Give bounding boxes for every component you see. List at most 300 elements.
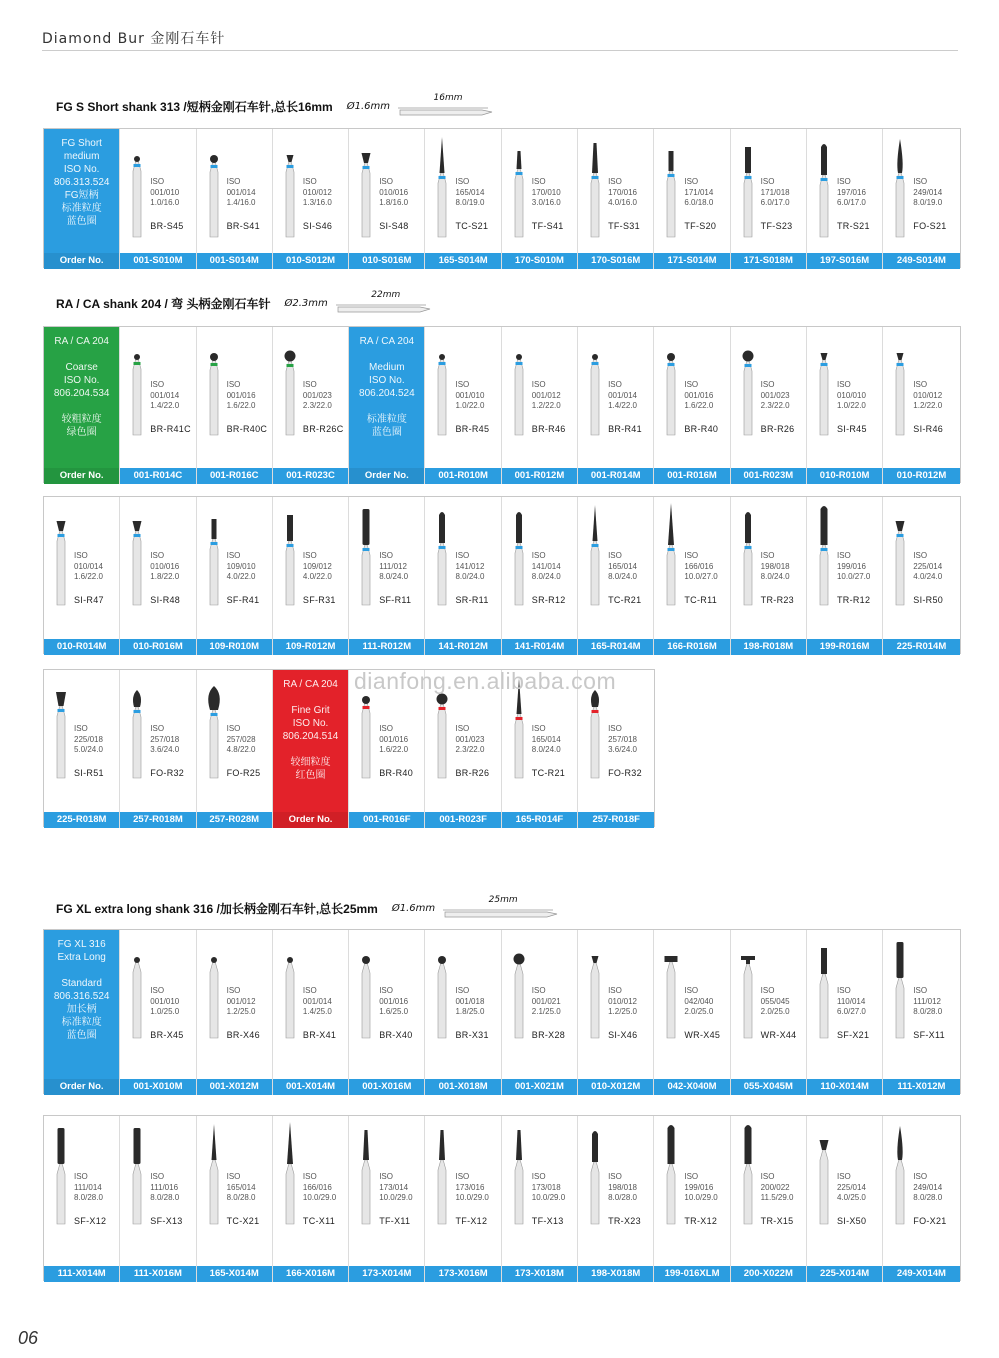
- bur-icon: [504, 934, 534, 1042]
- bur-item: [44, 497, 120, 655]
- grit-label-text: FG XL 316 Extra Long Standard 806.316.524 加长柄 标准粒度 蓝色圈: [53, 939, 110, 1041]
- bur-item: [197, 129, 273, 269]
- shank-length-diagram: [443, 897, 563, 919]
- shank-icon: [443, 909, 563, 919]
- iso-spec: ISO 166/016 10.0/27.0: [684, 551, 718, 581]
- grit-label-cell: [44, 327, 120, 484]
- bur-code: TC-S21: [455, 221, 489, 231]
- section-title: [56, 93, 498, 116]
- bur-code: BR-X40: [379, 1030, 413, 1040]
- bur-icon: [656, 133, 686, 241]
- bur-icon: [809, 934, 839, 1042]
- iso-spec: ISO 170/016 4.0/16.0: [608, 177, 637, 207]
- order-number: 109-R012M: [273, 639, 348, 655]
- order-number: 198-X018M: [578, 1266, 653, 1282]
- bur-code: TR-R23: [760, 595, 794, 605]
- iso-spec: ISO 001/014 1.4/25.0: [302, 986, 332, 1016]
- bur-icon: [199, 501, 229, 609]
- bur-table-row: [43, 1115, 961, 1281]
- bur-code: BR-R46: [531, 424, 566, 434]
- iso-spec: ISO 141/014 8.0/24.0: [531, 551, 561, 581]
- order-number: 199-R016M: [807, 639, 882, 655]
- bur-table-row: [43, 496, 961, 654]
- bur-code: SR-R12: [531, 595, 566, 605]
- bur-icon: [656, 501, 686, 609]
- order-number: 171-S018M: [731, 253, 806, 269]
- order-number: 165-X014M: [197, 1266, 272, 1282]
- bur-item: [273, 129, 349, 269]
- bur-item: [502, 1116, 578, 1282]
- bur-item: [883, 129, 959, 269]
- bur-icon: [275, 331, 305, 439]
- bur-code: WR-X44: [760, 1030, 797, 1040]
- iso-spec: ISO 001/010 1.0/25.0: [150, 986, 180, 1016]
- iso-spec: ISO 010/014 1.6/22.0: [74, 551, 103, 581]
- bur-code: SI-R46: [913, 424, 944, 434]
- iso-spec: ISO 001/016 1.6/25.0: [379, 986, 409, 1016]
- iso-spec: ISO 170/010 3.0/16.0: [531, 177, 561, 207]
- iso-spec: ISO 001/023 2.3/22.0: [760, 380, 790, 410]
- shank-length-diagram: [336, 292, 436, 314]
- iso-spec: ISO 001/023 2.3/22.0: [455, 724, 485, 754]
- order-number: 173-X016M: [425, 1266, 500, 1282]
- bur-icon: [351, 501, 381, 609]
- bur-code: TF-X11: [379, 1216, 411, 1226]
- bur-code: FO-R32: [150, 768, 185, 778]
- bur-code: SF-R41: [226, 595, 260, 605]
- bur-item: [578, 327, 654, 484]
- iso-spec: ISO 225/014 4.0/24.0: [913, 551, 943, 581]
- bur-code: TF-S23: [760, 221, 793, 231]
- bur-icon: [427, 1120, 457, 1228]
- order-number: 001-R023M: [731, 468, 806, 484]
- iso-spec: ISO 109/010 4.0/22.0: [226, 551, 256, 581]
- bur-code: BR-X41: [302, 1030, 337, 1040]
- section-label: FG XL extra long shank 316 /加长柄金刚石车针,总长25mm: [56, 901, 378, 916]
- order-number: 173-X018M: [502, 1266, 577, 1282]
- order-number: 001-R016F: [349, 812, 424, 828]
- grit-label-text: FG Short medium ISO No. 806.313.524 FG短柄 标准粒度 蓝色圈: [53, 138, 110, 227]
- bur-item: [654, 497, 730, 655]
- bur-code: SI-X50: [836, 1216, 867, 1226]
- bur-code: TF-X13: [531, 1216, 564, 1226]
- order-number: 249-S014M: [883, 253, 959, 269]
- order-number: 111-R012M: [349, 639, 424, 655]
- bur-code: SI-R45: [836, 424, 867, 434]
- bur-item: [273, 327, 349, 484]
- bur-icon: [427, 331, 457, 439]
- bur-code: BR-X45: [150, 1030, 184, 1040]
- iso-spec: ISO 111/014 8.0/28.0: [74, 1172, 103, 1202]
- iso-spec: ISO 141/012 8.0/24.0: [455, 551, 485, 581]
- order-number: 010-S012M: [273, 253, 348, 269]
- iso-spec: ISO 171/018 6.0/17.0: [760, 177, 790, 207]
- bur-code: TR-S21: [836, 221, 870, 231]
- iso-spec: ISO 001/021 2.1/25.0: [531, 986, 561, 1016]
- section-label: FG S Short shank 313 /短柄金刚石车针,总长16mm: [56, 99, 333, 114]
- grit-label-cell: [273, 670, 349, 828]
- bur-icon: [656, 934, 686, 1042]
- bur-item: [425, 1116, 501, 1282]
- bur-code: TF-S31: [608, 221, 640, 231]
- bur-icon: [351, 133, 381, 241]
- bur-icon: [427, 133, 457, 241]
- order-number: 109-R010M: [197, 639, 272, 655]
- bur-icon: [46, 501, 76, 609]
- iso-spec: ISO 001/014 1.4/22.0: [150, 380, 180, 410]
- bur-code: SI-R48: [150, 595, 181, 605]
- iso-spec: ISO 111/012 8.0/24.0: [379, 551, 409, 581]
- bur-code: SI-S48: [379, 221, 409, 231]
- shank-length-diagram: [398, 95, 498, 117]
- iso-spec: ISO 042/040 2.0/25.0: [684, 986, 714, 1016]
- iso-spec: ISO 055/045 2.0/25.0: [760, 986, 790, 1016]
- iso-spec: ISO 198/018 8.0/28.0: [608, 1172, 637, 1202]
- iso-spec: ISO 001/012 1.2/22.0: [531, 380, 561, 410]
- order-number: 001-X021M: [502, 1079, 577, 1095]
- bur-icon: [122, 133, 152, 241]
- bur-code: BR-R26C: [302, 424, 344, 434]
- bur-item: [807, 129, 883, 269]
- bur-item: [578, 930, 654, 1095]
- order-number: Order No.: [273, 812, 348, 828]
- bur-code: TC-X11: [302, 1216, 336, 1226]
- order-number: 111-X014M: [44, 1266, 119, 1282]
- iso-spec: ISO 110/014 6.0/27.0: [836, 986, 866, 1016]
- bur-icon: [122, 331, 152, 439]
- bur-code: SF-R31: [302, 595, 336, 605]
- iso-spec: ISO 249/014 8.0/19.0: [913, 177, 943, 207]
- page-header: Diamond Bur 金刚石车针: [42, 31, 226, 47]
- shank-icon: [398, 107, 498, 117]
- bur-item: [731, 129, 807, 269]
- order-number: 165-S014M: [425, 253, 500, 269]
- bur-icon: [504, 1120, 534, 1228]
- bur-item: [425, 129, 501, 269]
- order-number: 001-X018M: [425, 1079, 500, 1095]
- bur-icon: [199, 934, 229, 1042]
- bur-code: TR-X15: [760, 1216, 794, 1226]
- order-number: 001-S014M: [197, 253, 272, 269]
- bur-icon: [580, 133, 610, 241]
- bur-code: FO-X21: [913, 1216, 947, 1226]
- bur-code: BR-S45: [150, 221, 184, 231]
- iso-spec: ISO 165/014 8.0/19.0: [455, 177, 485, 207]
- bur-icon: [733, 934, 763, 1042]
- section-label: RA / CA shank 204 / 弯 头柄金刚石车针: [56, 296, 271, 311]
- order-number: 111-X016M: [120, 1266, 195, 1282]
- bur-icon: [580, 501, 610, 609]
- bur-item: [120, 129, 196, 269]
- iso-spec: ISO 109/012 4.0/22.0: [302, 551, 332, 581]
- bur-item: [578, 497, 654, 655]
- bur-item: [120, 670, 196, 828]
- bur-code: TR-X23: [608, 1216, 641, 1226]
- bur-icon: [885, 331, 915, 439]
- bur-item: [425, 327, 501, 484]
- iso-spec: ISO 165/014 8.0/28.0: [226, 1172, 256, 1202]
- bur-icon: [733, 501, 763, 609]
- order-number: 198-R018M: [731, 639, 806, 655]
- bur-code: BR-X31: [455, 1030, 489, 1040]
- bur-code: FO-R32: [608, 768, 642, 778]
- bur-code: TC-R21: [531, 768, 566, 778]
- bur-code: BR-R41: [608, 424, 642, 434]
- bur-item: [349, 497, 425, 655]
- bur-item: [883, 1116, 959, 1282]
- bur-code: TF-S41: [531, 221, 564, 231]
- bur-item: [731, 1116, 807, 1282]
- bur-icon: [351, 934, 381, 1042]
- order-number: Order No.: [44, 468, 119, 484]
- order-number: 001-R016M: [654, 468, 729, 484]
- bur-icon: [733, 1120, 763, 1228]
- bur-code: SI-X46: [608, 1030, 638, 1040]
- bur-icon: [809, 331, 839, 439]
- bur-code: BR-X46: [226, 1030, 260, 1040]
- bur-icon: [809, 1120, 839, 1228]
- iso-spec: ISO 001/014 1.4/22.0: [608, 380, 637, 410]
- bur-item: [731, 327, 807, 484]
- order-number: 171-S014M: [654, 253, 729, 269]
- iso-spec: ISO 225/014 4.0/25.0: [836, 1172, 866, 1202]
- order-number: 166-X016M: [273, 1266, 348, 1282]
- shank-diameter: Ø1.6mm: [346, 100, 390, 112]
- bur-item: [120, 1116, 196, 1282]
- bur-icon: [275, 133, 305, 241]
- grit-label-cell: [349, 327, 425, 484]
- bur-item: [654, 930, 730, 1095]
- bur-item: [883, 497, 959, 655]
- bur-item: [44, 1116, 120, 1282]
- order-number: 001-X010M: [120, 1079, 195, 1095]
- grit-label-text: RA / CA 204 Fine Grit ISO No. 806.204.514 较细粒度 红色圈: [282, 679, 339, 781]
- grit-label-text: RA / CA 204 Medium ISO No. 806.204.524 标准粒度 蓝色圈: [359, 336, 415, 438]
- order-number: 173-X014M: [349, 1266, 424, 1282]
- bur-code: BR-R40: [379, 768, 413, 778]
- iso-spec: ISO 249/014 8.0/28.0: [913, 1172, 943, 1202]
- order-number: 225-X014M: [807, 1266, 882, 1282]
- iso-spec: ISO 111/012 8.0/28.0: [913, 986, 943, 1016]
- iso-spec: ISO 010/016 1.8/22.0: [150, 551, 180, 581]
- order-number: 141-R014M: [502, 639, 577, 655]
- order-number: 249-X014M: [883, 1266, 959, 1282]
- bur-code: SI-R47: [74, 595, 104, 605]
- bur-code: TR-R12: [836, 595, 871, 605]
- iso-spec: ISO 165/014 8.0/24.0: [531, 724, 561, 754]
- order-number: 001-S010M: [120, 253, 195, 269]
- bur-icon: [122, 501, 152, 609]
- bur-item: [654, 1116, 730, 1282]
- bur-item: [654, 327, 730, 484]
- order-number: 010-S016M: [349, 253, 424, 269]
- bur-table-row: [43, 128, 961, 268]
- bur-item: [502, 129, 578, 269]
- shank-length: 22mm: [371, 290, 401, 300]
- iso-spec: ISO 010/012 1.3/16.0: [302, 177, 332, 207]
- bur-icon: [122, 674, 152, 782]
- bur-item: [425, 930, 501, 1095]
- bur-item: [273, 497, 349, 655]
- bur-item: [197, 497, 273, 655]
- order-number: 001-R016C: [197, 468, 272, 484]
- bur-icon: [46, 674, 76, 782]
- bur-code: BR-R26: [760, 424, 795, 434]
- bur-icon: [580, 331, 610, 439]
- bur-code: SF-X13: [150, 1216, 183, 1226]
- order-number: 001-X014M: [273, 1079, 348, 1095]
- bur-icon: [580, 934, 610, 1042]
- order-number: 001-R012M: [502, 468, 577, 484]
- iso-spec: ISO 010/012 1.2/22.0: [913, 380, 943, 410]
- bur-icon: [46, 1120, 76, 1228]
- bur-item: [273, 930, 349, 1095]
- bur-code: SI-R50: [913, 595, 944, 605]
- bur-icon: [199, 331, 229, 439]
- bur-item: [502, 327, 578, 484]
- bur-icon: [351, 1120, 381, 1228]
- iso-spec: ISO 200/022 11.5/29.0: [760, 1172, 794, 1202]
- bur-code: FO-R25: [226, 768, 261, 778]
- bur-icon: [733, 331, 763, 439]
- bur-code: SF-X21: [836, 1030, 870, 1040]
- bur-code: SF-X11: [913, 1030, 945, 1040]
- order-number: 001-R010M: [425, 468, 500, 484]
- bur-item: [502, 930, 578, 1095]
- iso-spec: ISO 001/012 1.2/25.0: [226, 986, 256, 1016]
- bur-icon: [885, 501, 915, 609]
- iso-spec: ISO 173/016 10.0/29.0: [455, 1172, 489, 1202]
- bur-code: BR-S41: [226, 221, 260, 231]
- iso-spec: ISO 001/016 1.6/22.0: [226, 380, 256, 410]
- bur-code: WR-X45: [684, 1030, 721, 1040]
- bur-code: SR-R11: [455, 595, 489, 605]
- shank-length: 16mm: [433, 93, 463, 103]
- bur-item: [578, 1116, 654, 1282]
- order-number: 257-R028M: [197, 812, 272, 828]
- bur-code: TC-R11: [684, 595, 718, 605]
- order-number: 257-R018M: [120, 812, 195, 828]
- bur-code: BR-R41C: [150, 424, 191, 434]
- bur-icon: [275, 501, 305, 609]
- order-number: 010-X012M: [578, 1079, 653, 1095]
- iso-spec: ISO 257/018 3.6/24.0: [608, 724, 637, 754]
- bur-code: FO-S21: [913, 221, 947, 231]
- grit-label-cell: [44, 129, 120, 269]
- section-title: [56, 290, 436, 313]
- bur-icon: [199, 674, 229, 782]
- iso-spec: ISO 111/016 8.0/28.0: [150, 1172, 180, 1202]
- order-number: 001-R014C: [120, 468, 195, 484]
- bur-item: [883, 930, 959, 1095]
- order-number: 010-R012M: [883, 468, 959, 484]
- order-number: 110-X014M: [807, 1079, 882, 1095]
- iso-spec: ISO 001/018 1.8/25.0: [455, 986, 485, 1016]
- bur-icon: [504, 133, 534, 241]
- order-number: 001-X016M: [349, 1079, 424, 1095]
- iso-spec: ISO 010/012 1.2/25.0: [608, 986, 637, 1016]
- iso-spec: ISO 257/028 4.8/22.0: [226, 724, 256, 754]
- iso-spec: ISO 001/023 2.3/22.0: [302, 380, 332, 410]
- bur-icon: [580, 1120, 610, 1228]
- bur-icon: [656, 1120, 686, 1228]
- shank-diameter: Ø1.6mm: [391, 902, 436, 914]
- iso-spec: ISO 173/018 10.0/29.0: [531, 1172, 566, 1202]
- order-number: Order No.: [349, 468, 424, 484]
- bur-item: [502, 497, 578, 655]
- bur-icon: [885, 1120, 915, 1228]
- order-number: 225-R014M: [883, 639, 959, 655]
- bur-code: TC-X21: [226, 1216, 260, 1226]
- iso-spec: ISO 225/018 5.0/24.0: [74, 724, 103, 754]
- iso-spec: ISO 001/010 1.0/16.0: [150, 177, 180, 207]
- iso-spec: ISO 001/016 1.6/22.0: [379, 724, 409, 754]
- order-number: 111-X012M: [883, 1079, 959, 1095]
- bur-item: [807, 930, 883, 1095]
- bur-item: [654, 129, 730, 269]
- bur-item: [197, 670, 273, 828]
- order-number: 042-X040M: [654, 1079, 729, 1095]
- bur-icon: [885, 133, 915, 241]
- order-number: 141-R012M: [425, 639, 500, 655]
- bur-icon: [809, 133, 839, 241]
- page-number: 06: [18, 1328, 39, 1348]
- order-number: 165-R014F: [502, 812, 577, 828]
- watermark: dianfong.en.alibaba.com: [354, 668, 617, 694]
- bur-item: [120, 327, 196, 484]
- bur-item: [197, 930, 273, 1095]
- iso-spec: ISO 001/010 1.0/22.0: [455, 380, 485, 410]
- bur-item: [349, 1116, 425, 1282]
- bur-code: BR-R26: [455, 768, 490, 778]
- bur-code: TF-S20: [684, 221, 717, 231]
- bur-item: [425, 497, 501, 655]
- bur-icon: [656, 331, 686, 439]
- bur-icon: [885, 934, 915, 1042]
- iso-spec: ISO 171/014 6.0/18.0: [684, 177, 714, 207]
- section-title: [56, 895, 563, 918]
- bur-icon: [733, 133, 763, 241]
- bur-item: [731, 930, 807, 1095]
- bur-code: BR-R40C: [226, 424, 268, 434]
- bur-code: TC-R21: [608, 595, 642, 605]
- iso-spec: ISO 199/016 10.0/27.0: [836, 551, 871, 581]
- bur-item: [807, 497, 883, 655]
- order-number: 200-X022M: [731, 1266, 806, 1282]
- order-number: 170-S010M: [502, 253, 577, 269]
- iso-spec: ISO 165/014 8.0/24.0: [608, 551, 637, 581]
- bur-code: SI-R51: [74, 768, 104, 778]
- iso-spec: ISO 010/010 1.0/22.0: [836, 380, 866, 410]
- iso-spec: ISO 166/016 10.0/29.0: [302, 1172, 337, 1202]
- iso-spec: ISO 010/016 1.8/16.0: [379, 177, 409, 207]
- bur-item: [578, 129, 654, 269]
- iso-spec: ISO 199/016 10.0/29.0: [684, 1172, 718, 1202]
- iso-spec: ISO 198/018 8.0/24.0: [760, 551, 790, 581]
- bur-code: BR-X28: [531, 1030, 566, 1040]
- order-number: Order No.: [44, 1079, 119, 1095]
- bur-item: [883, 327, 959, 484]
- order-number: 001-R023C: [273, 468, 348, 484]
- order-number: 010-R014M: [44, 639, 119, 655]
- bur-item: [731, 497, 807, 655]
- shank-diameter: Ø2.3mm: [284, 297, 328, 309]
- iso-spec: ISO 197/016 6.0/17.0: [836, 177, 866, 207]
- iso-spec: ISO 173/014 10.0/29.0: [379, 1172, 413, 1202]
- shank-length: 25mm: [488, 895, 518, 905]
- bur-item: [197, 327, 273, 484]
- bur-table-row: [43, 929, 961, 1094]
